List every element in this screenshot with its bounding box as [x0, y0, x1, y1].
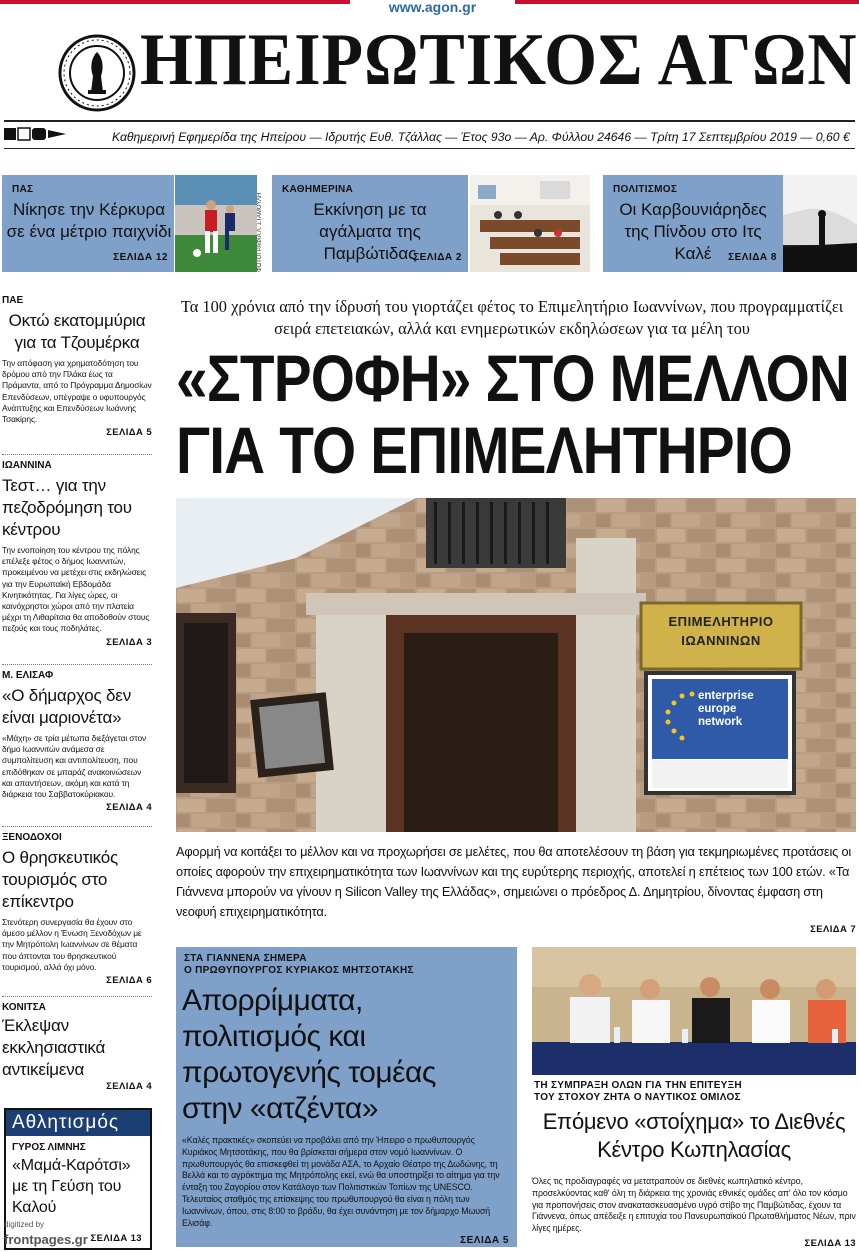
sports-kicker: ΓΥΡΟΣ ΛΙΜΝΗΣ [12, 1142, 86, 1153]
pm-kicker-2: Ο ΠΡΩΘΥΠΟΥΡΓΟΣ ΚΥΡΙΑΚΟΣ ΜΗΤΣΟΤΑΚΗΣ [184, 965, 414, 976]
sidebar-page: ΣΕΛΙΔΑ 4 [106, 1081, 152, 1092]
sidebar-page: ΣΕΛΙΔΑ 5 [106, 427, 152, 439]
sidebar-divider [2, 454, 152, 455]
teaser-kicker: ΚΑΘΗΜΕΡΙΝΑ [282, 184, 354, 195]
sidebar-kicker: ΙΩΑΝΝΙΝΑ [2, 460, 52, 471]
dateline: Καθημερινή Εφημερίδα της Ηπείρου — Ιδρυτής Ευθ. Τζάλλας — Έτος 93ο — Αρ. Φύλλου 24646 — Τρίτη 17 Σεπτεμβρίου 2019 — 0,60 € [112, 130, 850, 144]
pm-story-box[interactable] [176, 947, 517, 1247]
nautical-title[interactable]: Επόμενο «στοίχημα» το Διεθνές Κέντρο Κωπηλασίας [542, 1109, 846, 1162]
sidebar-story-4[interactable] [2, 832, 152, 986]
sports-page: ΣΕΛΙΔΑ 13 [90, 1233, 142, 1244]
chamber-sign-line1: ΕΠΙΜΕΛΗΤΗΡΙΟ [668, 614, 774, 629]
sidebar-story-2[interactable] [2, 460, 152, 648]
nautical-page: ΣΕΛΙΔΑ 13 [804, 1238, 856, 1249]
sidebar-body: Την απόφαση για χρηματοδότηση του δρόμου από την Πλάκα έως τα Πράμαντα, από το Πρόγραμμα Δημοσίων Επενδύσεων, υπέγραψε ο υφυπουργός Ανάπτυξης και Επενδύσεων Ιωάννης Τσακίρης. [2, 358, 152, 425]
sidebar-story-5[interactable] [2, 1002, 152, 1092]
teaser-title[interactable]: Νίκησε την Κέρκυρα σε ένα μέτριο παιχνίδι [6, 200, 172, 241]
meeting-room-photo [470, 175, 590, 272]
teaser-box-culture[interactable] [603, 175, 783, 272]
seal-logo-icon [58, 34, 136, 112]
pm-title[interactable]: Απορρίμματα, πολιτισμός και πρωτογενής τομέας στην «ατζέντα» [182, 984, 436, 1125]
pm-page: ΣΕΛΙΔΑ 5 [460, 1235, 509, 1246]
masthead-title: ΗΠΕΙΡΩΤΙΚΟΣ ΑΓΩΝ [140, 19, 858, 101]
sidebar-page: ΣΕΛΙΔΑ 4 [106, 802, 152, 814]
sidebar-title[interactable]: Οκτώ εκατομμύρια για τα Τζουμέρκα [8, 311, 146, 352]
nautical-kicker-1: ΤΗ ΣΥΜΠΡΑΞΗ ΟΛΩΝ ΓΙΑ ΤΗΝ ΕΠΙΤΕΥΞΗ [534, 1080, 742, 1091]
sidebar-title[interactable]: Τεστ… για την πεζοδρόμηση του κέντρου [2, 476, 132, 539]
pm-kicker-1: ΣΤΑ ΓΙΑΝΝΕΝΑ ΣΗΜΕΡΑ [184, 953, 307, 964]
sidebar-kicker: ΞΕΝΟΔΟΧΟΙ [2, 832, 62, 843]
lead-page: ΣΕΛΙΔΑ 7 [810, 924, 856, 935]
sidebar-divider [2, 826, 152, 827]
chamber-building-photo [176, 498, 856, 832]
een-sign [698, 690, 786, 729]
sidebar-divider [2, 664, 152, 665]
lead-headline-line1[interactable]: «ΣΤΡΟΦΗ» ΣΤΟ ΜΕΛΛΟΝ [176, 341, 849, 415]
football-photo [175, 175, 257, 272]
photo-credit: ΦΩΤΟΓΡΑΦΙΑ Λ. ΣΤΑΜΟΥΛΗ [257, 192, 263, 272]
sidebar-title[interactable]: Ο θρησκευτικός τουρισμός στο επίκεντρο [2, 848, 119, 911]
dateline-rule [4, 148, 855, 149]
teaser-box-daily[interactable] [272, 175, 468, 272]
digitized-label: digitized by [4, 1220, 45, 1229]
top-red-bar-left [0, 0, 350, 4]
lead-caption: Αφορμή να κοιτάξει το μέλλον και να προχωρήσει σε μελέτες, που θα αποτελέσουν τη βάση για τεκμηριωμένες προτάσεις οι οποίες αφορούν την επιχειρηματικότητα των Ιωαννίνων και της ευρύτερης περιοχής, αποτελεί η επέτειος των 100 ετών. «Τα Γιάννενα μπορούν να γίνουν η Silicon Valley της Ελλάδας», σημειώνει ο πρόεδρος Δ. Δημητρίου, δίνοντας έμφαση στη νεοφυή επιχειρηματικότητα. [176, 844, 852, 919]
pm-body: «Καλές πρακτικές» σκοπεύει να προβάλει από την Ήπειρο ο πρωθυπουργός Κυριάκος Μητσοτάκης, που θα βρίσκεται σήμερα στον νομό Ιωαννίνων. Ο πρωθυπουργός θα επισκεφθεί τη μονάδα ΑΣΑ, το Αρχαίο Θέατρο της Δωδώνης, τη Βελλά και το αγρόκτημα της Μητρόπολης εκεί, ενώ θα υποστηρίξει το αίτημα για την ένταξη του Ζαγορίου στον Κατάλογο των Πολιτιστικών Τοπίων της UNESCO. Τελευταίος σταθμός της επίσκεψης του πρωθυπουργού θα είναι η πόλη των Ιωαννίνων, όπου, στις 8:00 το βράδυ, θα έχει συνάντηση με τον δήμαρχο Μωυσή Ελισάφ. [182, 1135, 500, 1228]
sidebar-divider [2, 996, 152, 997]
lead-headline-line2[interactable]: ΓΙΑ ΤΟ ΕΠΙΜΕΛΗΤΗΡΙΟ [176, 413, 792, 487]
chamber-sign [641, 612, 801, 650]
sidebar-kicker: ΠΑΕ [2, 295, 24, 306]
sidebar-body: Την ενοποίηση του κέντρου της πόλης επέλεξε φέτος ο δήμος Ιωαννιτών, προκειμένου να μετέχει στις εκδηλώσεις για την Ευρωπαϊκή Εβδομάδα Κινητικότητας. Για λίγες ώρες, οι καινόχρηστοι χώροι από την πλατεία μέχρι τη Λιθαρίτσια θα αποδοθούν στους πεζούς και τους ποδηλάτες. [2, 545, 150, 634]
sidebar-body: «Μάχη» σε τρία μέτωπα διεξάγεται στον δήμο Ιωαννιτών ανάμεσα σε συμπολίτευση και αντιπολίτευση, που επιδόθηκαν σε μπαράζ ανακοινώσεων και απαντήσεων, ακόμη και κατά τη διάρκεια του Σαββατοκύριακου. [2, 733, 147, 800]
teaser-kicker: ΠΑΣ [12, 184, 34, 195]
sidebar-page: ΣΕΛΙΔΑ 6 [106, 975, 152, 987]
teaser-box-sports[interactable] [2, 175, 174, 272]
sports-header[interactable]: Αθλητισμός [6, 1110, 150, 1136]
teaser-page: ΣΕΛΙΔΑ 2 [413, 252, 462, 263]
press-conference-photo [532, 947, 856, 1075]
sidebar-story-3[interactable] [2, 670, 152, 813]
teaser-title[interactable]: Οι Καρβουνιάρηδες της Πίνδου στο Ιτς Καλέ [619, 200, 767, 263]
lead-intro: Τα 100 χρόνια από την ίδρυσή του γιορτάζει φέτος το Επιμελητήριο Ιωαννίνων, που προγραμματίζει σειρά επετειακών, αλλά και ενημερωτικών εκδηλώσεων για τα μέλη του [180, 297, 844, 338]
sidebar-kicker: ΚΟΝΙΤΣΑ [2, 1002, 46, 1013]
teaser-page: ΣΕΛΙΔΑ 12 [113, 252, 168, 263]
chamber-sign-line2: ΙΩΑΝΝΙΝΩΝ [681, 633, 761, 648]
sidebar-story-1[interactable] [2, 295, 152, 438]
een-line3: network [698, 716, 743, 728]
een-line2: europe [698, 703, 737, 715]
charcoal-burner-photo [783, 175, 857, 272]
sidebar-page: ΣΕΛΙΔΑ 3 [106, 636, 152, 648]
een-line1: enterprise [698, 690, 754, 702]
teaser-page: ΣΕΛΙΔΑ 8 [728, 252, 777, 263]
masthead-rule [4, 120, 855, 122]
sidebar-body: Στενότερη συνεργασία θα έχουν στο άμεσο μέλλον η Ένωση Ξενοδόχων με την Μητρόπολη Ιωαννίνων σε θέματα που άπτονται του θρησκευτικού τουρισμού, αλλά όχι μόνο. [2, 917, 142, 972]
nautical-kicker-2: ΤΟΥ ΣΤΟΧΟΥ ΖΗΤΑ Ο ΝΑΥΤΙΚΟΣ ΟΜΙΛΟΣ [534, 1092, 741, 1103]
sidebar-kicker: Μ. ΕΛΙΣΑΦ [2, 670, 54, 681]
mini-logo-icon [4, 126, 68, 142]
teaser-title[interactable]: Εκκίνηση με τα αγάλματα της Παμβώτιδας [313, 200, 427, 263]
top-red-bar-right [515, 0, 859, 4]
nautical-body: Όλες τις προδιαγραφές να μετατραπούν σε διεθνές κωπηλατικό κέντρο, προσελκύοντας καθ' όλη τη διάρκεια της χρονιάς εθνικές ομάδες απ' όλο τον κόσμο για προπονήσεις στον ανακατασκευασμένο υγρό στίβο της Παμβώτιδας, έχουν τα Γιάννενα, όπως απέδειξε η επιτυχία του Πανευρωπαϊκού Πρωταθλήματος Νέων, πριν λίγες ημέρες. [532, 1176, 856, 1234]
site-url[interactable]: www.agon.gr [365, 0, 500, 14]
sports-title[interactable]: «Μαμά-Καρότσι» με τη Γεύση του Καλού [12, 1157, 131, 1216]
sidebar-title[interactable]: «Ο δήμαρχος δεν είναι μαριονέτα» [2, 686, 131, 727]
sidebar-title[interactable]: Έκλεψαν εκκλησιαστικά αντικείμενα [2, 1016, 106, 1079]
frontpages-watermark[interactable]: frontpages.gr [4, 1232, 88, 1247]
teaser-kicker: ΠΟΛΙΤΙΣΜΟΣ [613, 184, 678, 195]
